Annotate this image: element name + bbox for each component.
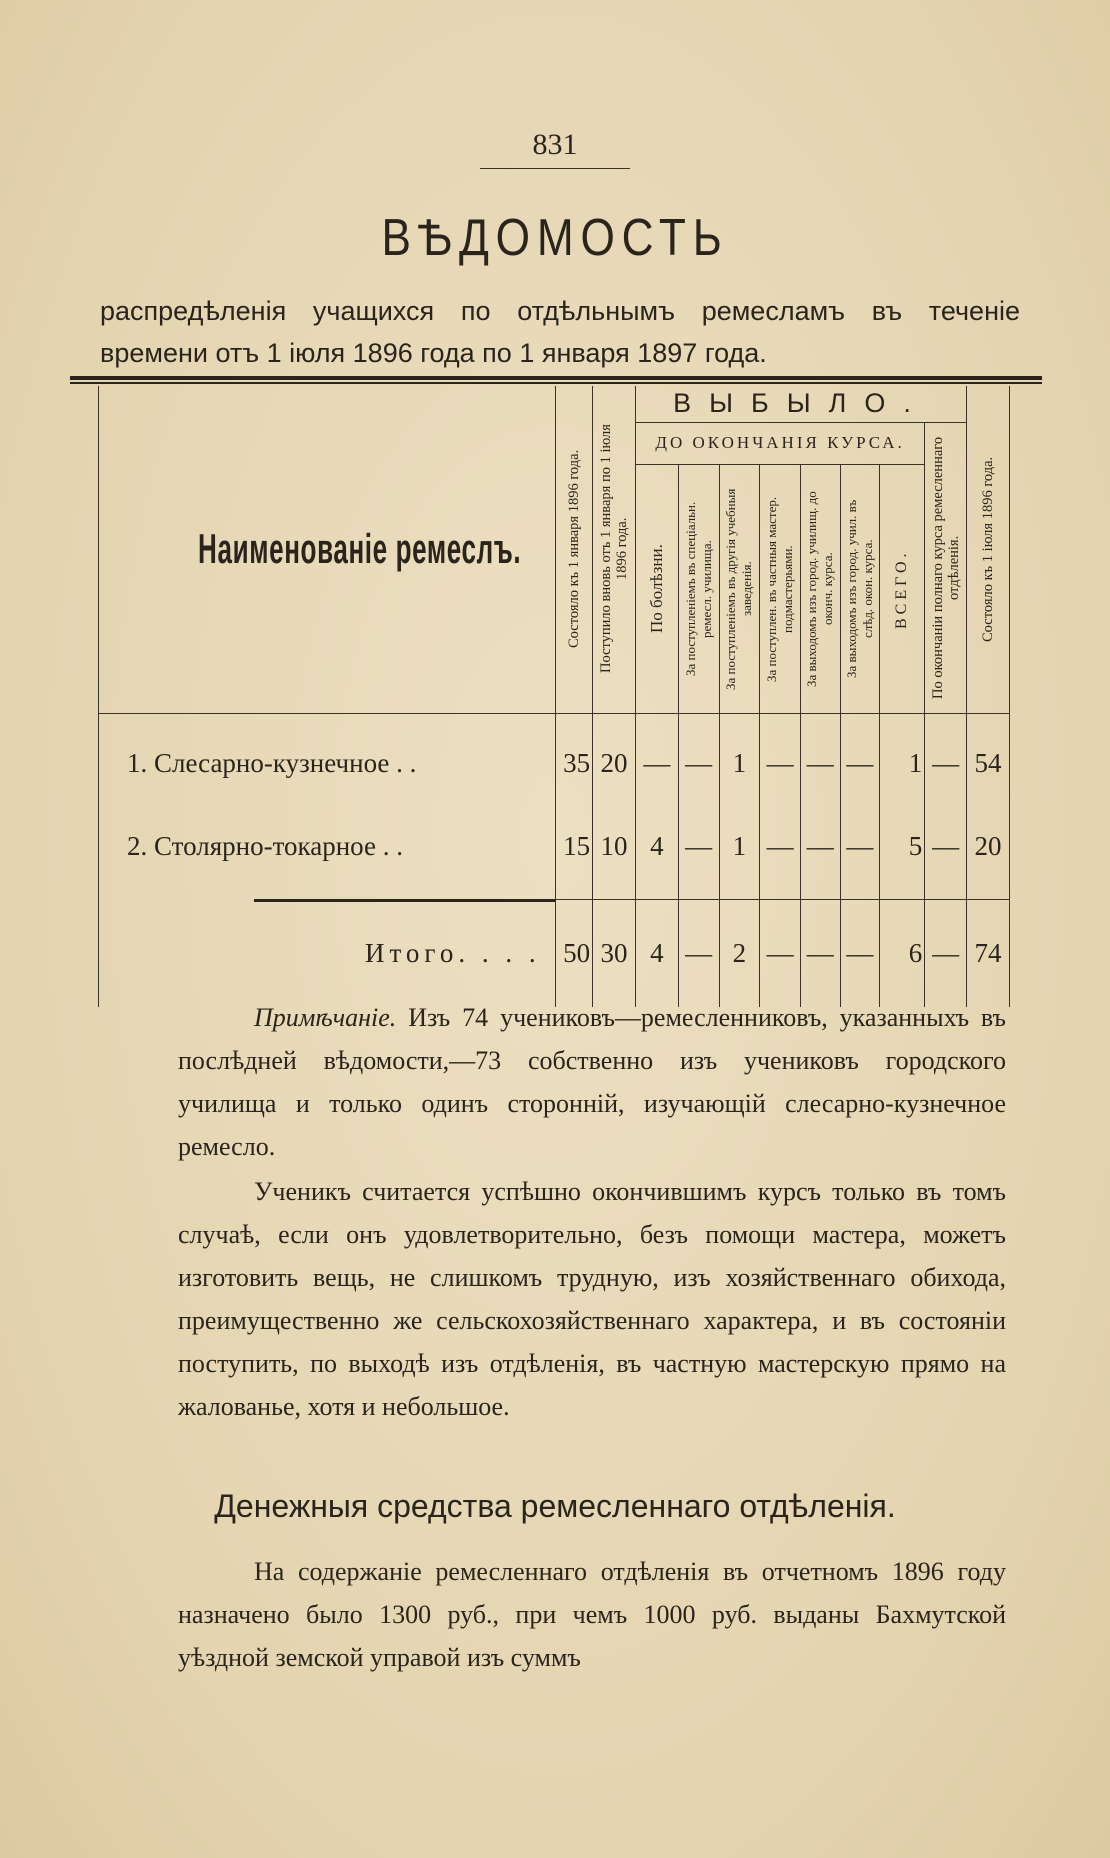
total-value: 4 [635,899,678,1007]
header-cell-special [678,465,719,713]
spacer-cell [840,879,880,899]
total-value: — [840,899,880,1007]
spacer-cell [678,879,719,899]
note-paragraph [178,996,1006,1168]
spacer-cell [925,879,967,899]
total-value: — [678,899,719,1007]
header-cell-end [967,386,1010,713]
note-label: Примѣчаніе. [254,1003,397,1032]
header-cell-full-course [925,422,967,713]
cell-value: — [840,713,880,813]
total-value: — [800,899,840,1007]
cell-value: — [760,813,801,879]
paragraph-criteria [178,1170,1006,1428]
spacer-cell [593,879,636,899]
cell-value: — [800,813,840,879]
header-cell-exit-gorod [800,465,840,713]
spacer-cell [800,879,840,899]
cell-value: 1 [880,713,925,813]
total-rule [254,899,555,902]
spacer-cell [719,879,760,899]
total-value: 30 [593,899,636,1007]
cell-value: — [760,713,801,813]
total-value: 6 [880,899,925,1007]
header-end: Состояло къ 1 іюля 1896 года. [980,456,997,642]
row-name: 2. Столярно-токарное . . [99,813,556,879]
spacer-cell [555,879,593,899]
document-title: ВѢДОМОСТЬ [381,209,729,267]
cell-value: 1 [719,713,760,813]
spacer-cell [635,879,678,899]
cell-value: 4 [635,813,678,879]
header-exit-gorod: За выходомъ изъ город. училищ. до оконч. курса. [804,491,836,687]
header-private: За поступлен. въ частныя мастер. подмастерьями. [764,496,796,682]
cell-value: 1 [719,813,760,879]
total-value: — [925,899,967,1007]
paragraph-funds [178,1550,1006,1679]
header-vybylo: ВЫБЫЛО. [673,388,929,419]
section-heading: Денежныя средства ремесленнаго отдѣленія. [214,1488,896,1524]
total-name-cell [99,899,556,1007]
cell-value: 54 [967,713,1010,813]
table-row [99,713,1010,813]
table-row [99,813,1010,879]
cell-value: 20 [967,813,1010,879]
total-value: — [760,899,801,1007]
header-row-top [99,386,1010,422]
top-double-rule-thin [70,382,1042,384]
paragraph-funds-text: На содержаніе ремесленнаго отдѣленія въ отчетномъ 1896 году назначено было 1300 руб., при чемъ 1000 руб. выданы Бахмутской уѣздной земской управой изъ суммъ [178,1557,1006,1672]
header-cell-private [760,465,801,713]
header-other-schools: За поступленіемъ въ другія учебныя заведенія. [723,488,755,690]
header-arrived: Поступило вновь отъ 1 января по 1 іюля 1896 года. [597,424,630,674]
cell-value: 5 [880,813,925,879]
cell-value: — [800,713,840,813]
paragraph-criteria-text: Ученикъ считается успѣшно окончившимъ курсъ только въ томъ случаѣ, если онъ удовлетворительно, безъ помощи мастера, можетъ изготовить вещь, не слишкомъ трудную, изъ хозяйственнаго обихода, преимущественно же сельскохозяйственнаго характера, и въ состояніи поступить, по выходѣ изъ отдѣленія, въ частную мастерскую прямо на жалованье, хотя и небольшое. [178,1177,1006,1421]
spacer-cell [880,879,925,899]
row-name: 1. Слесарно-кузнечное . . [99,713,556,813]
header-cell-exit-after [840,465,880,713]
cell-value: 20 [593,713,636,813]
cell-value: 10 [593,813,636,879]
cell-value: 35 [555,713,593,813]
header-cell-do-okonchaniya [635,422,924,465]
spacer-cell [760,879,801,899]
spacer-cell [99,879,556,899]
header-name: Наименованіе ремеслъ. [198,525,522,573]
header-illness: По болѣзни. [646,544,666,634]
spacer-row [99,879,1010,899]
total-value: 50 [555,899,593,1007]
cell-value: — [678,813,719,879]
total-value: 2 [719,899,760,1007]
cell-value: — [925,713,967,813]
cell-value: — [678,713,719,813]
header-cell-name [99,386,556,713]
spacer-cell [967,879,1010,899]
header-special: За поступленіемъ въ спеціальн. ремесл. училища. [682,501,714,677]
cell-value: 15 [555,813,593,879]
header-cell-other-schools [719,465,760,713]
header-do-okonchaniya: ДО ОКОНЧАНІЯ КУРСА. [655,433,905,453]
header-exit-after: За выходомъ изъ город. учил. въ слѣд. окон. курса. [843,499,875,679]
header-start: Состояло къ 1 января 1896 года. [565,450,582,649]
cell-value: — [925,813,967,879]
cell-value: — [840,813,880,879]
cell-value: — [635,713,678,813]
header-full-course: По окончаніи полнаго курса ремесленнаго отдѣленія. [929,436,962,699]
top-double-rule-thick [70,376,1042,380]
total-row [99,899,1010,1007]
total-value: 74 [967,899,1010,1007]
header-cell-start [555,386,593,713]
total-name: Итого. . . . [364,937,541,968]
header-cell-vybylo [635,386,966,422]
header-cell-arrived [593,386,636,713]
document-subtitle: распредѣленія учащихся по отдѣльнымъ ремесламъ въ теченіе времени отъ 1 іюля 1896 года по 1 января 1897 года. [100,296,1020,368]
header-cell-total [880,465,925,713]
header-total: ВСЕГО. [893,549,911,629]
header-cell-illness [635,465,678,713]
distribution-table [98,386,1010,1007]
note-text: Изъ 74 учениковъ—ремесленниковъ, указанныхъ въ послѣдней вѣдомости,—73 собственно изъ учениковъ городского училища и только одинъ сторонній, изучающій слесарно-кузнечное ремесло. [178,1003,1007,1161]
page-number: 831 [480,128,630,169]
